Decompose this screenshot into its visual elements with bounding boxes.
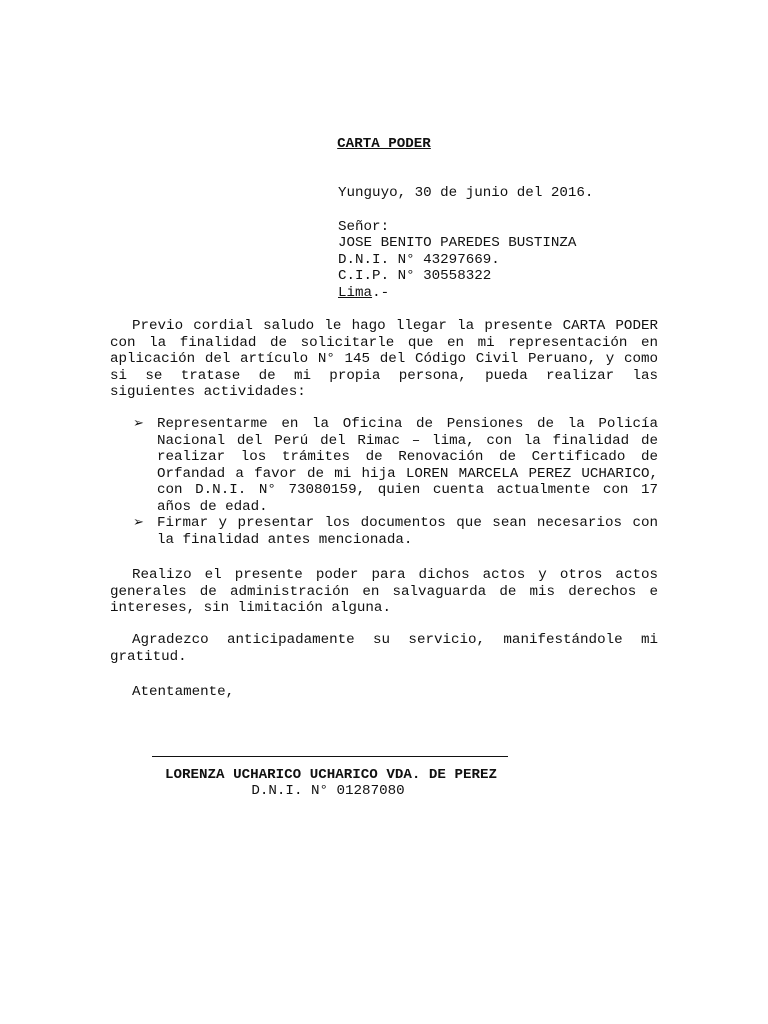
salutation: Señor: (338, 218, 390, 235)
closing-paragraph-2: Agradezco anticipadamente su servicio, manifestándole mi gratitud. (110, 632, 658, 665)
signatory-dni: D.N.I. N° 01287080 (251, 783, 405, 799)
closing-paragraph-1: Realizo el presente poder para dichos actos y otros actos generales de administración en salvaguarda de mis derechos e intereses, sin limitación alguna. (110, 567, 658, 616)
farewell: Atentamente, (132, 684, 235, 700)
date-line: Yunguyo, 30 de junio del 2016. (338, 185, 594, 201)
recipient-cip: C.I.P. N° 30558322 (338, 268, 492, 284)
recipient-dni: D.N.I. N° 43297669. (338, 251, 500, 268)
list-item (110, 416, 658, 515)
intro-paragraph: Previo cordial saludo le hago llegar la presente CARTA PODER con la finalidad de solicitarle que en mi representación en aplicación del artículo N° 145 del Código Civil Peruano, y como si se tratase de mi propia persona, pueda realizar las siguientes actividades: (110, 318, 658, 400)
recipient-city-suffix: .- (372, 284, 390, 301)
list-item-text: Firmar y presentar los documentos que sean necesarios con la finalidad antes mencionada. (157, 515, 658, 548)
letter-header (338, 185, 593, 301)
document-title: CARTA PODER (337, 136, 431, 152)
signatory-name: LORENZA UCHARICO UCHARICO VDA. DE PEREZ (164, 767, 498, 783)
signature-line (152, 756, 508, 757)
arrow-bullet-icon: ➢ (133, 416, 144, 431)
recipient-city-line (338, 285, 593, 302)
list-item-text: Representarme en la Oficina de Pensiones de la Policía Nacional del Perú del Rimac – lima, con la finalidad de realizar los trámites de Renovación de Certificado de Orfandad a favor de mi hija LOREN MARCELA PEREZ UCHARICO, con D.N.I. N° 73080159, quien cuenta actualmente con 17 años de edad. (157, 416, 658, 515)
recipient-city: Lima (338, 284, 373, 301)
arrow-bullet-icon: ➢ (133, 515, 144, 530)
activities-list (110, 416, 658, 548)
list-item (110, 515, 658, 548)
recipient-name: JOSE BENITO PAREDES BUSTINZA (338, 235, 577, 251)
